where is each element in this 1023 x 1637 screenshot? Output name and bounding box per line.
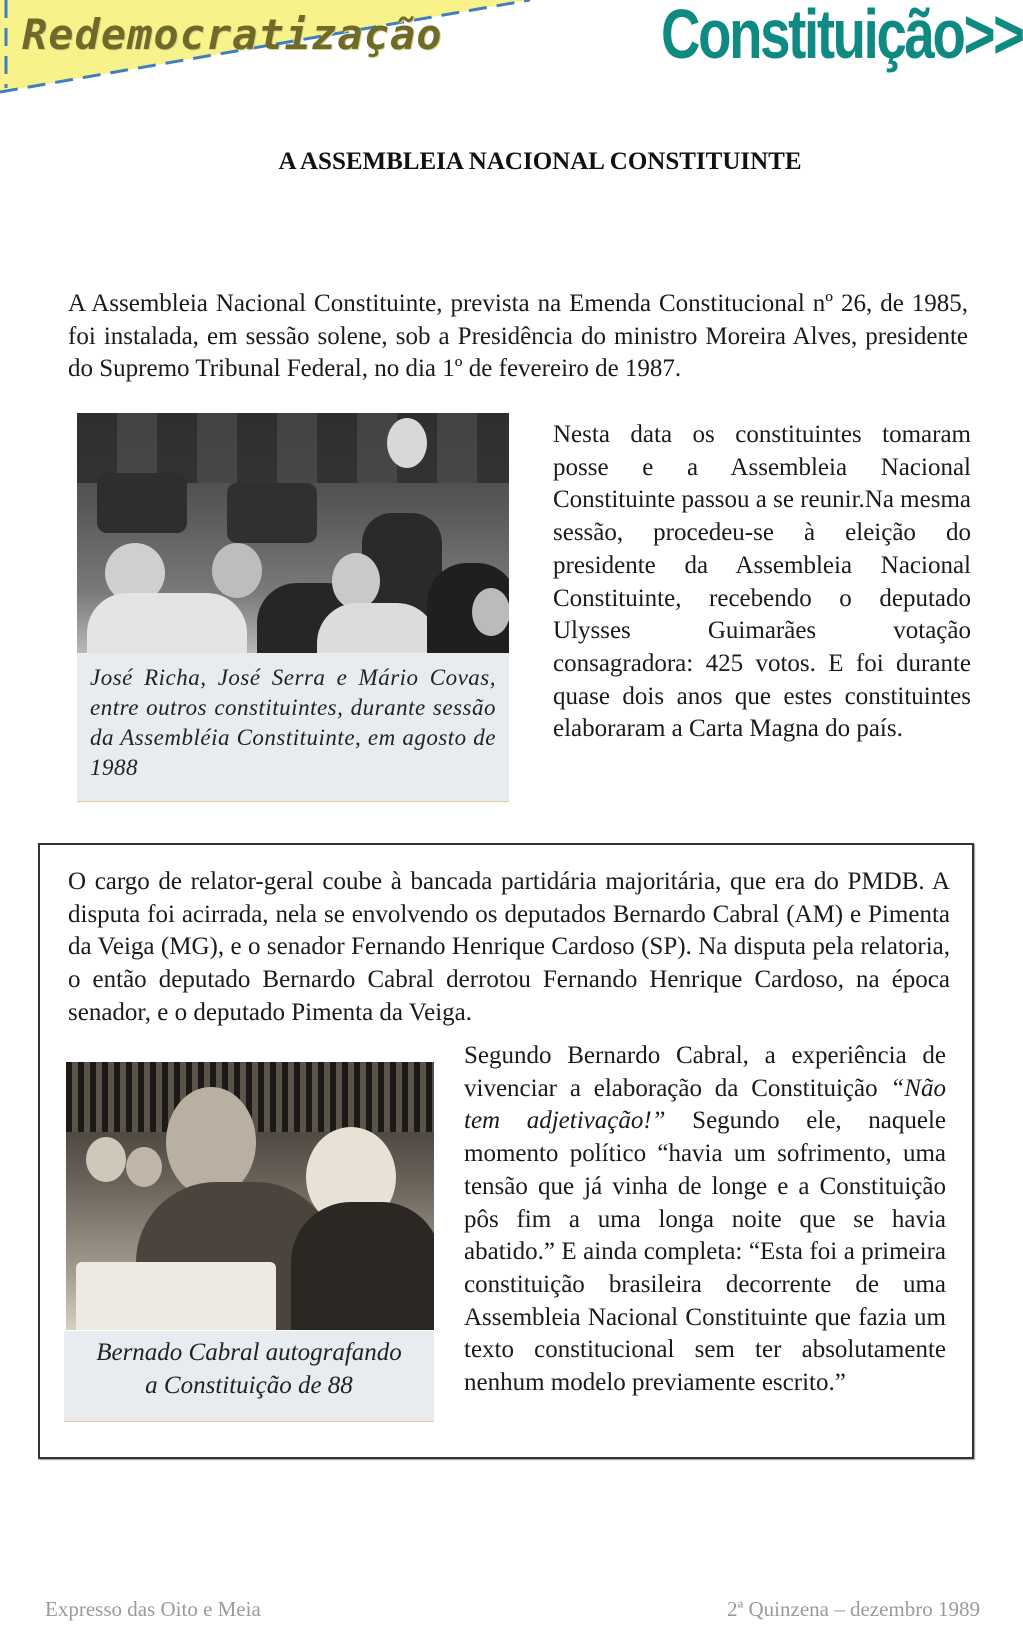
brand-logo: Constituição>> <box>661 0 1023 73</box>
cabral-quote-paragraph <box>464 1040 946 1400</box>
relator-paragraph: O cargo de relator-geral coube à bancada partidária majoritária, que era do PMDB. A disputa foi acirrada, nela se envolvendo os deputados Bernardo Cabral (AM) e Pimenta da Veiga (MG), e o senador Fernando Henrique Cardoso (SP). Na disputa pela relatoria, o então deputado Bernardo Cabral derrotou Fernando Henrique Cardoso, na época senador, e o deputado Pimenta da Veiga. <box>68 868 950 1026</box>
page-title: A ASSEMBLEIA NACIONAL CONSTITUINTE <box>278 148 802 175</box>
intro-paragraph: A Assembleia Nacional Constituinte, prevista na Emenda Constitucional nº 26, de 1985, foi instalada, em sessão solene, sob a Presidência do ministro Moreira Alves, presidente do Supremo Tribunal Federal, no dia 1º de fevereiro de 1987. <box>68 290 968 383</box>
photo2-caption <box>64 1331 434 1422</box>
quote-intro: Segundo Bernardo Cabral, a experiência de vivenciar a elaboração da Constituição <box>464 1042 946 1102</box>
section-banner-title: Redemocratização <box>22 10 443 59</box>
quote-highlight: “Não tem adjetivação!” <box>464 1074 946 1135</box>
quote-rest: Segundo ele, naquele momento político “havia um sofrimento, uma tensão que já vinha de longe e a Constituição pôs fim a uma longa noite que se havia abatido.” E ainda completa: “Esta foi a primeira constituição brasileira decorrente de uma Assembleia Nacional Constituinte que fazia um texto constitucional sem ter absolutamente nenhum modelo previamente escrito.” <box>464 1107 947 1397</box>
footer-date: 2ª Quinzena – dezembro 1989 <box>726 1597 980 1621</box>
photo2-caption-line2: a Constituição de 88 <box>145 1372 353 1399</box>
assembly-session-photo <box>77 413 509 653</box>
photo2-caption-line1: Bernado Cabral autografando <box>96 1339 402 1366</box>
photo1-caption: José Richa, José Serra e Mário Covas, entre outros constituintes, durante sessão da Assembléia Constituinte, em agosto de 1988 <box>77 653 509 802</box>
bernardo-cabral-photo <box>66 1062 434 1330</box>
right-column-paragraph: Nesta data os constituintes tomaram posse e a Assembleia Nacional Constituinte passou a se reunir.Na mesma sessão, procedeu-se à eleição do presidente da Assembleia Nacional Constituinte, recebendo o deputado Ulysses Guimarães votação consagradora: 425 votos. E foi durante quase dois anos que estes constituintes elaboraram a Carta Magna do país. <box>553 421 971 743</box>
footer-publication: Expresso das Oito e Meia <box>45 1597 261 1621</box>
